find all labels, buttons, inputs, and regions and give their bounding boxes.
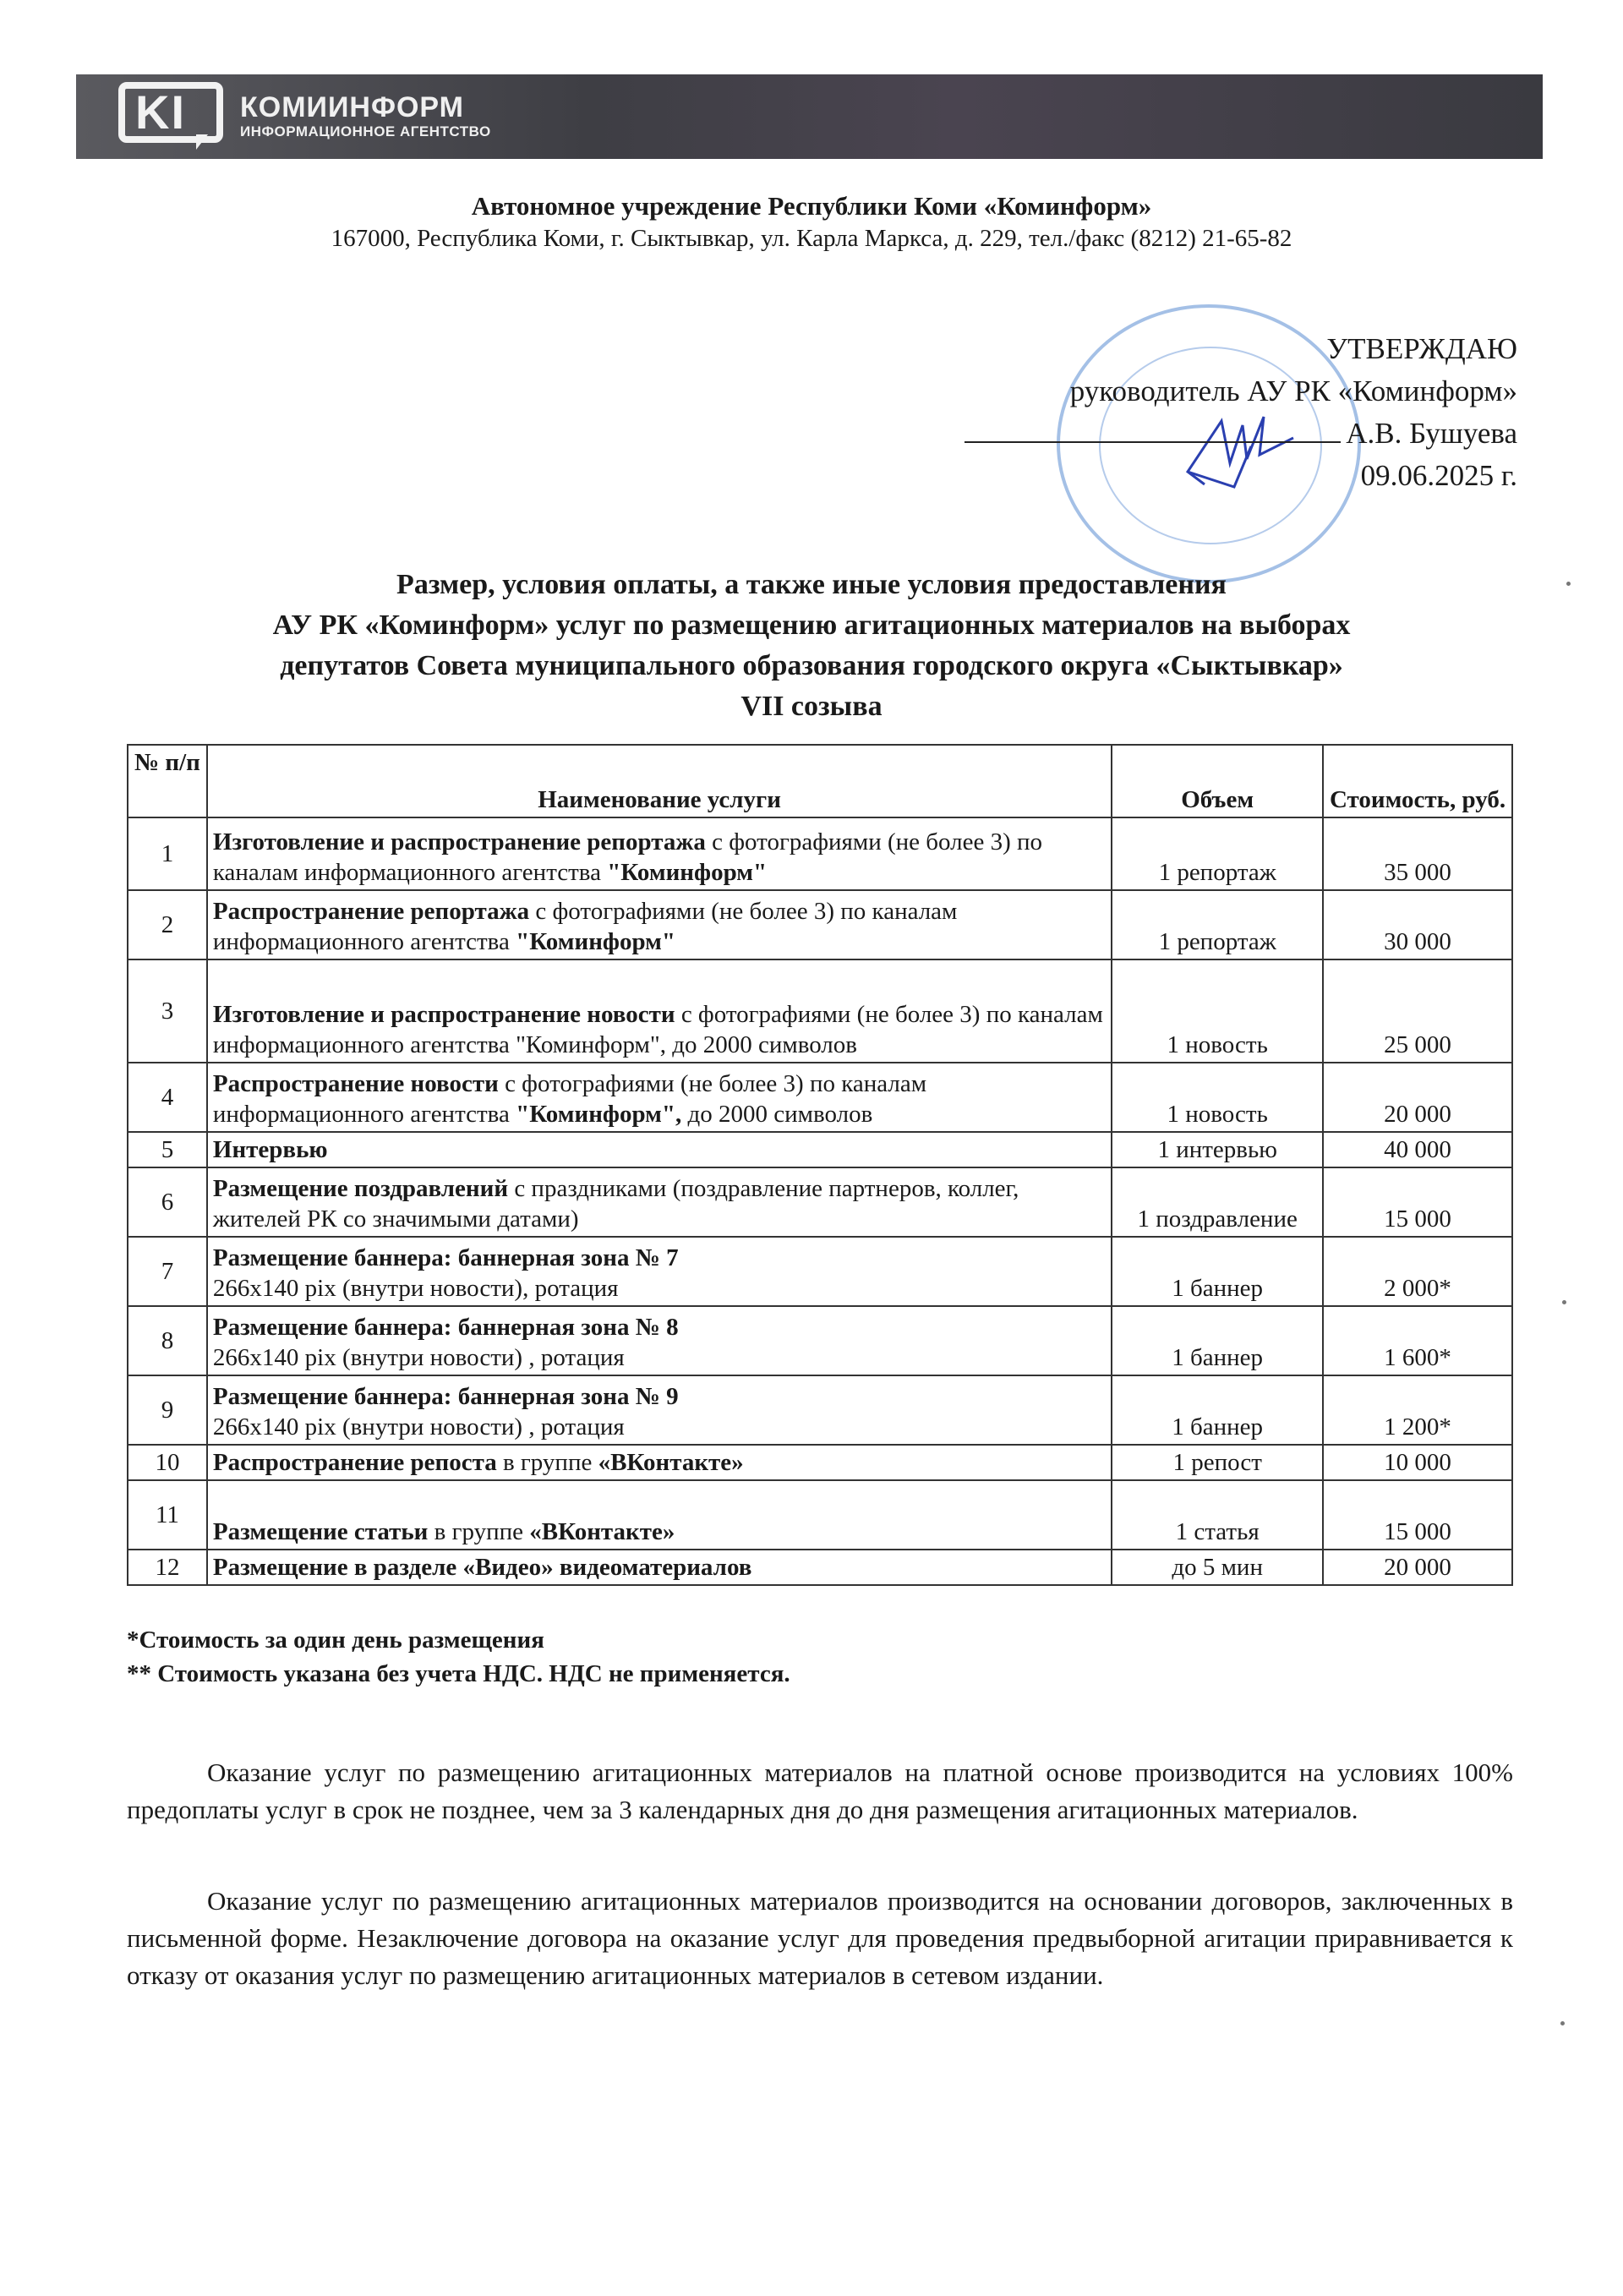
service-name-tail-bold: «ВКонтакте»: [598, 1449, 744, 1476]
payment-terms-paragraph: Оказание услуг по размещению агитационных материалов на платной основе производится на условиях 100% предоплаты услуг в срок не позднее, чем за 3 календарных дня до дня размещения агитационных материалов.: [127, 1758, 1513, 1824]
row-cost: 25 000: [1323, 959, 1512, 1063]
service-name-tail-bold: "Коминформ": [516, 928, 676, 955]
row-volume: 1 репортаж: [1112, 890, 1323, 959]
brand-name: КОМИИНФОРМ: [240, 91, 464, 123]
row-cost: 1 600*: [1323, 1306, 1512, 1375]
row-volume: 1 баннер: [1112, 1375, 1323, 1445]
row-volume: 1 поздравление: [1112, 1167, 1323, 1237]
service-name-rest: 266x140 pix (внутри новости) , ротация: [212, 1413, 625, 1440]
approval-signatory-line: [965, 413, 1517, 455]
table-row: [128, 1480, 1512, 1550]
row-volume: 1 интервью: [1112, 1132, 1323, 1167]
title-line-1: Размер, условия оплаты, а также иные условия предоставления: [396, 569, 1227, 600]
approval-heading: УТВЕРЖДАЮ: [1326, 332, 1517, 365]
row-service-name: [207, 1306, 1112, 1375]
row-cost: 20 000: [1323, 1063, 1512, 1132]
service-name-bold: Изготовление и распространение репортажа: [212, 828, 706, 856]
footnote-2: ** Стоимость указана без учета НДС. НДС не применяется.: [127, 1660, 790, 1687]
table-row: [128, 1132, 1512, 1167]
table-row: [128, 959, 1512, 1063]
row-service-name: [207, 1063, 1112, 1132]
row-service-name: [207, 1167, 1112, 1237]
table-row: [128, 1306, 1512, 1375]
table-row: [128, 890, 1512, 959]
row-num: 11: [128, 1480, 207, 1550]
title-line-4: VII созыва: [740, 691, 883, 722]
row-num: 9: [128, 1375, 207, 1445]
header-num: № п/п: [128, 745, 207, 817]
row-service-name: [207, 890, 1112, 959]
row-num: 4: [128, 1063, 207, 1132]
service-name-rest: в группе: [428, 1518, 530, 1545]
footnotes: [127, 1623, 790, 1691]
row-volume: 1 репост: [1112, 1445, 1323, 1480]
row-num: 12: [128, 1550, 207, 1585]
table-row: [128, 1375, 1512, 1445]
service-name-tail: до 2000 символов: [681, 1101, 873, 1128]
service-name-bold: Распространение новости: [212, 1070, 499, 1097]
service-name-rest: с фотографиями (не более 3) по каналам информационного агентства: [212, 828, 1043, 886]
row-service-name: [207, 1550, 1112, 1585]
services-price-table: [127, 744, 1513, 1586]
row-cost: 20 000: [1323, 1550, 1512, 1585]
service-name-bold: Интервью: [212, 1136, 328, 1163]
footnote-1: *Стоимость за один день размещения: [127, 1626, 544, 1654]
title-line-3: депутатов Совета муниципального образования городского округа «Сыктывкар»: [280, 650, 1343, 681]
row-volume: 1 новость: [1112, 959, 1323, 1063]
service-name-bold: Размещение баннера: баннерная зона № 7: [212, 1244, 679, 1271]
header-name: Наименование услуги: [207, 745, 1112, 817]
service-name-rest: 266x140 pix (внутри новости) , ротация: [212, 1344, 625, 1371]
organization-name: Автономное учреждение Республики Коми «Коминформ»: [471, 191, 1152, 221]
table-header-row: [128, 745, 1512, 817]
organization-address: 167000, Республика Коми, г. Сыктывкар, ул. Карла Маркса, д. 229, тел./факс (8212) 21-65-82: [331, 225, 1292, 252]
scan-speck: [1566, 582, 1571, 586]
approval-block: [965, 328, 1517, 497]
row-volume: 1 баннер: [1112, 1306, 1323, 1375]
document-title: [0, 565, 1623, 727]
row-volume: 1 статья: [1112, 1480, 1323, 1550]
service-name-bold: Размещение статьи: [212, 1518, 429, 1545]
scan-speck: [1562, 1300, 1566, 1304]
row-num: 2: [128, 890, 207, 959]
service-name-tail-bold: "Коминформ": [607, 859, 768, 886]
row-cost: 1 200*: [1323, 1375, 1512, 1445]
row-service-name: [207, 1375, 1112, 1445]
row-cost: 30 000: [1323, 890, 1512, 959]
service-name-rest: 266x140 pix (внутри новости), ротация: [212, 1275, 619, 1302]
row-num: 5: [128, 1132, 207, 1167]
table-row: [128, 1237, 1512, 1306]
service-name-bold: Распространение репоста: [212, 1449, 497, 1476]
letterhead-banner: [76, 74, 1543, 159]
service-name-rest: с фотографиями (не более 3) по каналам информационного агентства: [212, 898, 958, 955]
service-name-tail-bold: "Коминформ",: [516, 1101, 682, 1128]
row-service-name: [207, 1237, 1112, 1306]
row-service-name: [207, 817, 1112, 890]
row-service-name: [207, 1445, 1112, 1480]
row-cost: 40 000: [1323, 1132, 1512, 1167]
service-name-bold: Размещение в разделе «Видео» видеоматериалов: [212, 1554, 752, 1581]
service-name-bold: Изготовление и распространение новости: [212, 1001, 675, 1028]
service-name-rest: с фотографиями (не более 3) по каналам информационного агентства: [212, 1070, 927, 1128]
row-num: 7: [128, 1237, 207, 1306]
row-cost: 35 000: [1323, 817, 1512, 890]
table-row: [128, 1063, 1512, 1132]
scan-speck: [1560, 2021, 1565, 2025]
service-name-rest: в группе: [496, 1449, 598, 1476]
table-row: [128, 1445, 1512, 1480]
approval-signatory: А.В. Бушуева: [1346, 417, 1517, 450]
row-volume: 1 репортаж: [1112, 817, 1323, 890]
row-cost: 15 000: [1323, 1480, 1512, 1550]
row-volume: 1 новость: [1112, 1063, 1323, 1132]
row-num: 3: [128, 959, 207, 1063]
row-cost: 2 000*: [1323, 1237, 1512, 1306]
row-service-name: [207, 1480, 1112, 1550]
row-volume: 1 баннер: [1112, 1237, 1323, 1306]
service-name-bold: Размещение баннера: баннерная зона № 8: [212, 1314, 679, 1341]
table-row: [128, 817, 1512, 890]
row-num: 10: [128, 1445, 207, 1480]
signature-line: [965, 440, 1341, 443]
brand-subtitle: ИНФОРМАЦИОННОЕ АГЕНТСТВО: [240, 123, 491, 139]
service-name-rest: с фотографиями (не более 3) по каналам информационного агентства "Коминформ", до 2000 символов: [212, 1001, 1103, 1058]
row-volume: до 5 мин: [1112, 1550, 1323, 1585]
contract-terms-paragraph: Оказание услуг по размещению агитационных материалов производится на основании договоров, заключенных в письменной форме. Незаключение договора на оказание услуг для проведения предвыборной агитации приравнивается к отказу от оказания услуг по размещению агитационных материалов в сетевом издании.: [127, 1886, 1513, 1990]
service-name-bold: Размещение баннера: баннерная зона № 9: [212, 1383, 679, 1410]
service-name-tail-bold: «ВКонтакте»: [529, 1518, 675, 1545]
row-cost: 15 000: [1323, 1167, 1512, 1237]
title-line-2: АУ РК «Коминформ» услуг по размещению агитационных материалов на выборах: [272, 610, 1351, 641]
row-num: 6: [128, 1167, 207, 1237]
service-name-rest: с праздниками (поздравление партнеров, коллег, жителей РК со значимыми датами): [212, 1175, 1019, 1233]
row-service-name: [207, 959, 1112, 1063]
header-cost: Стоимость, руб.: [1323, 745, 1512, 817]
brand-text: [240, 92, 491, 141]
row-cost: 10 000: [1323, 1445, 1512, 1480]
row-num: 8: [128, 1306, 207, 1375]
header-volume: Объем: [1112, 745, 1323, 817]
row-service-name: [207, 1132, 1112, 1167]
approval-position: руководитель АУ РК «Коминформ»: [1069, 374, 1517, 407]
service-name-bold: Размещение поздравлений: [212, 1175, 509, 1202]
kominform-logo-icon: KI: [118, 82, 228, 151]
service-name-bold: Распространение репортажа: [212, 898, 530, 925]
row-num: 1: [128, 817, 207, 890]
table-row: [128, 1167, 1512, 1237]
approval-date: 09.06.2025 г.: [1360, 459, 1517, 492]
table-row: [128, 1550, 1512, 1585]
